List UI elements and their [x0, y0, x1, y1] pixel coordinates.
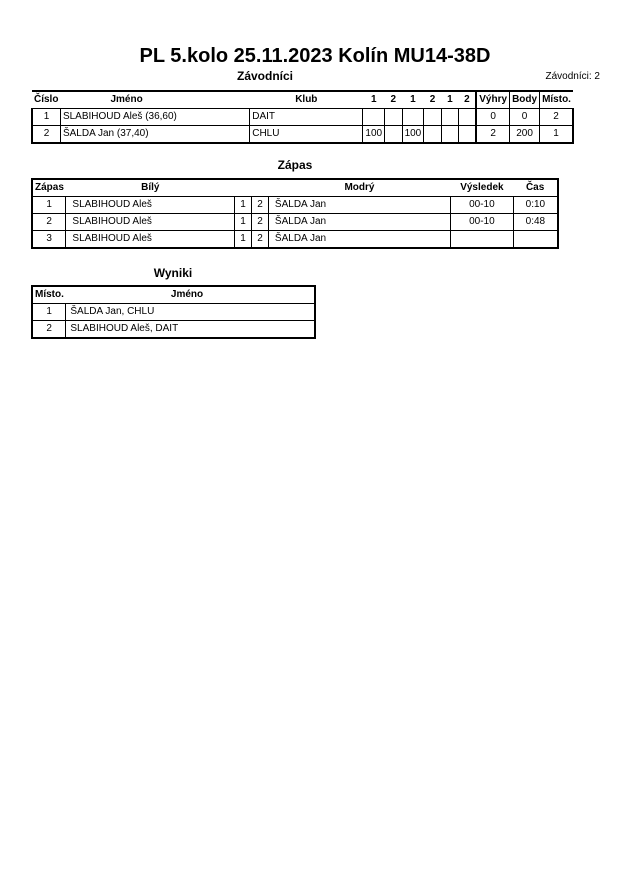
header-blank-2 — [252, 179, 269, 197]
competitor-klub-cell: DAIT — [250, 109, 363, 126]
match-number-cell: 3 — [32, 231, 66, 249]
competitors-header-row — [32, 91, 573, 109]
match-result-cell — [451, 231, 514, 249]
competitor-row — [32, 126, 573, 144]
result-place-cell: 1 — [32, 304, 66, 321]
header-round-1b: 1 — [410, 94, 416, 105]
competitor-body-cell: 0 — [510, 109, 540, 126]
page-title: PL 5.kolo 25.11.2023 Kolín MU14-38D — [139, 45, 491, 67]
match-row — [32, 197, 558, 214]
results-heading: Wyniki — [153, 266, 193, 280]
header-round-1a: 1 — [370, 94, 377, 105]
header-modry: Modrý — [268, 179, 450, 197]
competitor-misto-cell: 2 — [540, 109, 573, 126]
match-blue-cell: ŠALDA Jan — [268, 231, 450, 249]
match-white-score-cell: 1 — [235, 197, 252, 214]
match-time-cell: 0:10 — [513, 197, 558, 214]
match-white-score-cell: 1 — [235, 231, 252, 249]
result-row — [32, 321, 315, 339]
competitor-r2a-cell — [385, 109, 402, 126]
competitor-r1b-cell — [402, 109, 424, 126]
competitor-r1c-cell — [441, 109, 458, 126]
header-klub: Klub — [295, 94, 318, 105]
match-blue-score-cell: 2 — [252, 197, 269, 214]
match-result-cell: 00-10 — [451, 197, 514, 214]
competitor-body-cell: 200 — [510, 126, 540, 144]
match-white-cell: SLABIHOUD Aleš — [66, 214, 235, 231]
match-blue-cell: ŠALDA Jan — [268, 214, 450, 231]
competitor-r2a-cell — [385, 126, 402, 144]
match-number-cell: 1 — [32, 197, 66, 214]
matches-table — [31, 178, 559, 249]
match-time-cell — [513, 231, 558, 249]
matches-heading: Zápas — [277, 158, 313, 172]
results-table — [31, 285, 316, 339]
header-cislo: Číslo — [34, 94, 59, 105]
match-blue-cell: ŠALDA Jan — [268, 197, 450, 214]
competitor-r2b-cell — [424, 109, 441, 126]
competitor-klub-cell: CHLU — [250, 126, 363, 144]
header-round-2b: 2 — [429, 94, 436, 105]
competitor-r2c-cell — [459, 126, 477, 144]
competitor-jmeno-cell: SLABIHOUD Aleš (36,60) — [60, 109, 249, 126]
competitor-cislo-cell: 1 — [32, 109, 60, 126]
header-bily: Bílý — [66, 179, 235, 197]
header-cas: Čas — [513, 179, 558, 197]
matches-header-row — [32, 179, 558, 197]
competitor-r1a-cell: 100 — [363, 126, 385, 144]
header-results-misto: Místo. — [32, 286, 66, 304]
competitor-r1a-cell — [363, 109, 385, 126]
competitor-cislo-cell: 2 — [32, 126, 60, 144]
header-round-2c: 2 — [464, 94, 470, 105]
header-zapas: Zápas — [32, 179, 66, 197]
competitor-misto-cell: 1 — [540, 126, 573, 144]
match-white-cell: SLABIHOUD Aleš — [66, 231, 235, 249]
competitor-r1c-cell — [441, 126, 458, 144]
match-blue-score-cell: 2 — [252, 231, 269, 249]
results-header-row — [32, 286, 315, 304]
competitor-jmeno-cell: ŠALDA Jan (37,40) — [60, 126, 249, 144]
header-misto: Místo. — [540, 91, 573, 109]
header-round-1c: 1 — [447, 94, 453, 105]
match-white-cell: SLABIHOUD Aleš — [66, 197, 235, 214]
header-vysledek: Výsledek — [451, 179, 514, 197]
match-blue-score-cell: 2 — [252, 214, 269, 231]
competitor-r2b-cell — [424, 126, 441, 144]
competitor-row — [32, 109, 573, 126]
competitor-vyhry-cell: 0 — [476, 109, 509, 126]
result-place-cell: 2 — [32, 321, 66, 339]
result-name-cell: ŠALDA Jan, CHLU — [66, 304, 315, 321]
competitor-vyhry-cell: 2 — [476, 126, 509, 144]
competitors-table — [31, 90, 574, 144]
match-row — [32, 214, 558, 231]
header-blank-1 — [235, 179, 252, 197]
match-time-cell: 0:48 — [513, 214, 558, 231]
match-number-cell: 2 — [32, 214, 66, 231]
competitors-count: Závodníci: 2 — [545, 71, 600, 82]
match-white-score-cell: 1 — [235, 214, 252, 231]
competitor-r2c-cell — [459, 109, 477, 126]
header-round-2a: 2 — [390, 94, 397, 105]
header-results-jmeno: Jméno — [66, 286, 315, 304]
match-result-cell: 00-10 — [451, 214, 514, 231]
result-name-cell: SLABIHOUD Aleš, DAIT — [66, 321, 315, 339]
match-row — [32, 231, 558, 249]
header-body: Body — [510, 91, 540, 109]
competitor-r1b-cell: 100 — [402, 126, 424, 144]
header-jmeno: Jméno — [110, 94, 143, 105]
result-row — [32, 304, 315, 321]
competitors-heading: Závodníci — [236, 69, 293, 83]
header-vyhry: Výhry — [476, 91, 509, 109]
